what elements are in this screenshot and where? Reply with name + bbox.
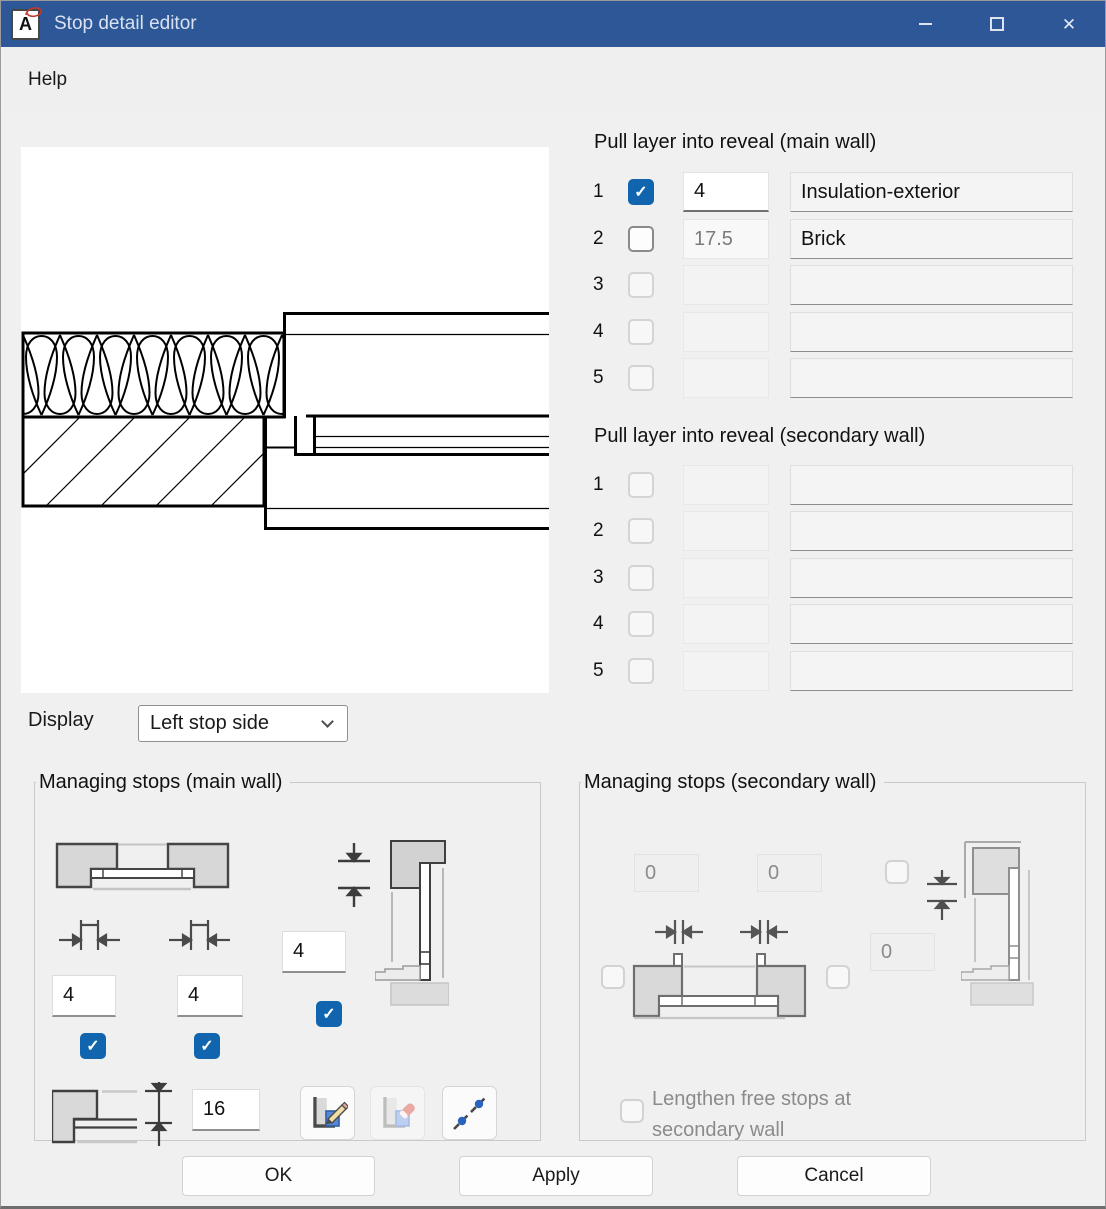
red-scribble-icon [23,4,45,22]
reveal-main-name-2[interactable] [790,219,1073,259]
reveal-main-name-4 [790,312,1073,352]
right-stop-checkbox[interactable] [194,1033,220,1059]
stop-height-checkbox[interactable] [316,1001,342,1027]
chevron-down-icon [321,715,334,728]
title-bar [1,1,1105,47]
menu-help[interactable]: Help [28,69,68,90]
reference-line-button[interactable] [442,1086,497,1140]
reveal-main-value-5 [683,358,769,398]
secondary-height-checkbox[interactable] [885,860,909,884]
edit-stop-icon [308,1093,348,1133]
window-title: Stop detail editor [54,13,197,34]
row-number: 3 [593,274,604,295]
row-number: 1 [593,181,604,202]
minimize-button[interactable] [889,1,961,47]
reveal-main-name-5 [790,358,1073,398]
reveal-main-value-4 [683,312,769,352]
lengthen-free-stops-label: Lengthen free stops at secondary wall [652,1088,852,1141]
reveal-main-value-1[interactable] [683,172,769,212]
secondary-right-stop-width-icon [738,918,788,946]
reveal-secondary-value-5 [683,651,769,691]
reveal-secondary-value-3 [683,558,769,598]
erase-stop-button[interactable] [370,1086,425,1140]
managing-main-title: Managing stops (main wall) [39,771,283,793]
display-label: Display [28,709,94,731]
close-button[interactable] [1033,1,1105,47]
reveal-secondary-checkbox-4[interactable] [628,611,654,637]
display-select-value: Left stop side [150,712,269,734]
secondary-right-stop-width-input [757,854,822,892]
managing-main-group [34,771,541,1141]
secondary-sill-section-icon [961,840,1035,1008]
maximize-icon [990,17,1004,31]
row-number: 4 [593,321,604,342]
left-stop-checkbox[interactable] [80,1033,106,1059]
reveal-main-name-1[interactable] [790,172,1073,212]
reveal-main-value-3 [683,265,769,305]
secondary-stop-height-input [870,933,935,971]
secondary-reveal-plan-icon [632,952,807,1020]
row-number: 5 [593,660,604,681]
ok-button[interactable]: OK [182,1156,375,1196]
reveal-secondary-value-1 [683,465,769,505]
wall-section-drawing [21,147,549,693]
menu-bar [2,47,1106,113]
cancel-button[interactable]: Cancel [737,1156,931,1196]
reveal-secondary-name-3 [790,558,1073,598]
reveal-main-title: Pull layer into reveal (main wall) [594,131,877,153]
stop-depth-icon [52,1080,174,1148]
close-icon: ✕ [1061,14,1077,34]
reveal-secondary-checkbox-1[interactable] [628,472,654,498]
row-number: 1 [593,474,604,495]
maximize-button[interactable] [961,1,1033,47]
reveal-secondary-name-4 [790,604,1073,644]
reveal-secondary-checkbox-2[interactable] [628,518,654,544]
managing-secondary-title: Managing stops (secondary wall) [584,771,877,793]
lengthen-free-stops-checkbox[interactable] [620,1099,644,1123]
reveal-main-checkbox-2[interactable] [628,226,654,252]
row-number: 2 [593,228,604,249]
apply-button[interactable]: Apply [459,1156,653,1196]
reveal-secondary-name-5 [790,651,1073,691]
reveal-secondary-name-1 [790,465,1073,505]
reveal-secondary-value-2 [683,511,769,551]
sill-section-icon [375,840,449,1008]
dashed-line-icon [450,1093,490,1133]
secondary-left-stop-width-input [634,854,699,892]
row-number: 2 [593,520,604,541]
secondary-stop-height-dim-icon [923,868,961,922]
reveal-main-checkbox-1[interactable] [628,179,654,205]
left-stop-width-input[interactable] [52,975,116,1017]
row-number: 5 [593,367,604,388]
reveal-secondary-name-2 [790,511,1073,551]
managing-secondary-group [579,771,1086,1141]
stop-height-dim-icon [334,841,374,911]
left-stop-width-icon [59,916,120,954]
app-icon: A [11,9,40,40]
row-number: 3 [593,567,604,588]
reveal-main-checkbox-4[interactable] [628,319,654,345]
reveal-main-checkbox-5[interactable] [628,365,654,391]
row-number: 4 [593,613,604,634]
reveal-main-value-2[interactable] [683,219,769,259]
reveal-plan-icon [55,841,230,891]
stop-height-input[interactable] [282,931,346,973]
reveal-secondary-title: Pull layer into reveal (secondary wall) [594,425,926,447]
reveal-main-name-3 [790,265,1073,305]
minimize-icon [919,23,932,25]
reveal-secondary-value-4 [683,604,769,644]
wall-section-preview [21,147,549,693]
reveal-secondary-checkbox-3[interactable] [628,565,654,591]
secondary-left-stop-checkbox[interactable] [601,965,625,989]
right-stop-width-icon [169,916,230,954]
erase-stop-icon [378,1093,418,1133]
edit-stop-button[interactable] [300,1086,355,1140]
display-select[interactable] [138,705,348,742]
stop-depth-input[interactable] [192,1089,260,1131]
right-stop-width-input[interactable] [177,975,243,1017]
secondary-left-stop-width-icon [653,918,703,946]
reveal-main-checkbox-3[interactable] [628,272,654,298]
reveal-secondary-checkbox-5[interactable] [628,658,654,684]
secondary-right-stop-checkbox[interactable] [826,965,850,989]
